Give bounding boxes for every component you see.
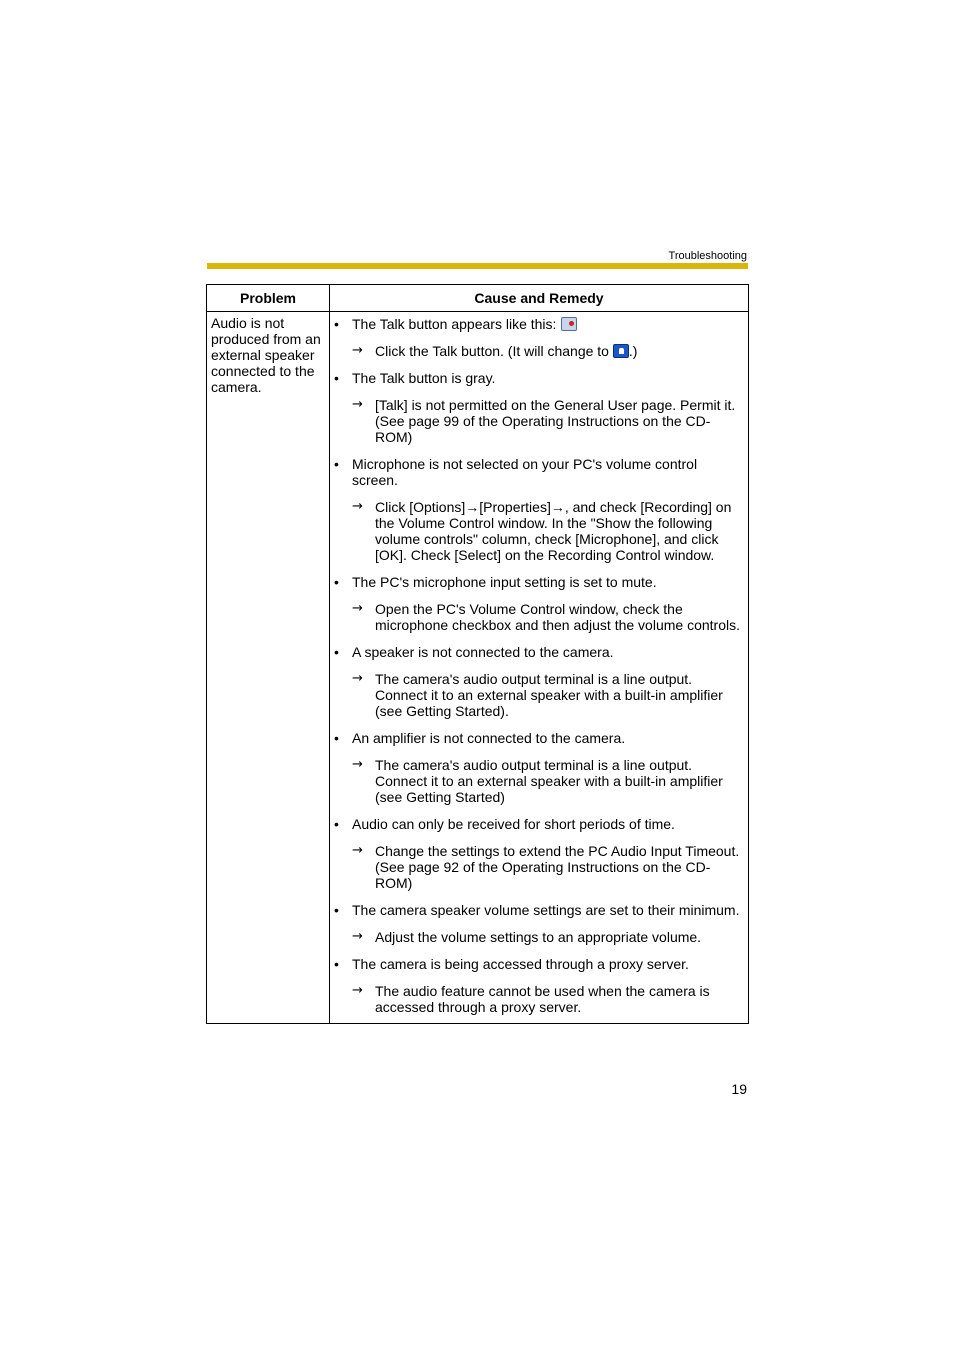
bullet-marker: • [334, 644, 339, 660]
column-header-problem: Problem [207, 285, 330, 312]
cause-item [330, 456, 744, 488]
cause-text: Audio can only be received for short periods of time. [352, 816, 675, 832]
table-header-row [207, 285, 749, 312]
remedy-item [330, 601, 744, 633]
cause-text: A speaker is not connected to the camera. [352, 644, 614, 660]
remedy-item [330, 343, 744, 359]
arrow-marker: → [352, 397, 363, 412]
bullet-marker: • [334, 730, 339, 746]
remedy-item [330, 929, 744, 945]
bullet-marker: • [334, 816, 339, 832]
remedy-text: The audio feature cannot be used when the camera is accessed through a proxy server. [375, 983, 710, 1015]
cause-text: The Talk button appears like this: [352, 316, 557, 332]
arrow-marker: → [352, 671, 363, 686]
cause-text: Microphone is not selected on your PC's volume control screen. [352, 456, 698, 488]
arrow-marker: → [352, 499, 363, 514]
arrow-marker: → [352, 601, 363, 616]
header-rule [207, 263, 748, 269]
remedy-text: The camera's audio output terminal is a line output. Connect it to an external speaker with a built-in amplifier (see Getting Started). [375, 671, 723, 719]
arrow-marker: → [352, 343, 363, 358]
remedy-text: The camera's audio output terminal is a line output. Connect it to an external speaker with a built-in amplifier (see Getting Started) [375, 757, 723, 805]
remedy-item [330, 983, 744, 1015]
bullet-marker: • [334, 370, 339, 386]
cause-item [330, 644, 744, 660]
cause-text: The camera is being accessed through a proxy server. [352, 956, 689, 972]
cause-item [330, 730, 744, 746]
arrow-marker: → [352, 843, 363, 858]
cause-text: The PC's microphone input setting is set to mute. [352, 574, 657, 590]
remedy-text: Change the settings to extend the PC Audio Input Timeout. (See page 92 of the Operating Instructions on the CD-ROM) [375, 843, 740, 891]
arrow-marker: → [352, 983, 363, 998]
arrow-marker: → [352, 757, 363, 772]
cause-text: The Talk button is gray. [352, 370, 496, 386]
bullet-marker: • [334, 956, 339, 972]
remedy-text: [Talk] is not permitted on the General User page. Permit it. (See page 99 of the Operating Instructions on the CD-ROM) [375, 397, 736, 445]
remedy-item [330, 671, 744, 719]
remedy-text: Click [Options]→[Properties]→, and check [Recording] on the Volume Control window. In the "Show the following volume controls" column, check [Microphone], and click [OK]. Check [Select] on the Recording Control window. [375, 499, 732, 563]
bullet-marker: • [334, 456, 339, 472]
arrow-marker: → [352, 929, 363, 944]
talk-button-enabled-icon [613, 344, 629, 358]
bullet-marker: • [334, 902, 339, 918]
page-number: 19 [731, 1081, 747, 1097]
remedy-item [330, 499, 744, 563]
column-header-cause-remedy: Cause and Remedy [330, 285, 749, 312]
cause-item [330, 816, 744, 832]
cause-item [330, 574, 744, 590]
cause-text: An amplifier is not connected to the camera. [352, 730, 626, 746]
remedy-text: Open the PC's Volume Control window, check the microphone checkbox and then adjust the volume controls. [375, 601, 740, 633]
cause-item [330, 370, 744, 386]
remedy-item [330, 397, 744, 445]
remedy-item [330, 843, 744, 891]
troubleshooting-table [206, 284, 749, 1024]
section-header-label: Troubleshooting [668, 250, 747, 262]
remedy-text: Click the Talk button. (It will change to [375, 343, 613, 359]
remedy-item [330, 757, 744, 805]
cause-text: The camera speaker volume settings are set to their minimum. [352, 902, 740, 918]
cause-item [330, 956, 744, 972]
problem-cell: Audio is not produced from an external speaker connected to the camera. [207, 312, 330, 1024]
cause-item [330, 902, 744, 918]
remedy-text: Adjust the volume settings to an appropriate volume. [375, 929, 702, 945]
remedy-text-tail: .) [628, 343, 638, 359]
cause-remedy-cell [330, 312, 749, 1024]
cause-item [330, 316, 744, 332]
bullet-marker: • [334, 574, 339, 590]
talk-button-disabled-icon [561, 317, 577, 331]
bullet-marker: • [334, 316, 339, 332]
table-row [207, 312, 749, 1024]
